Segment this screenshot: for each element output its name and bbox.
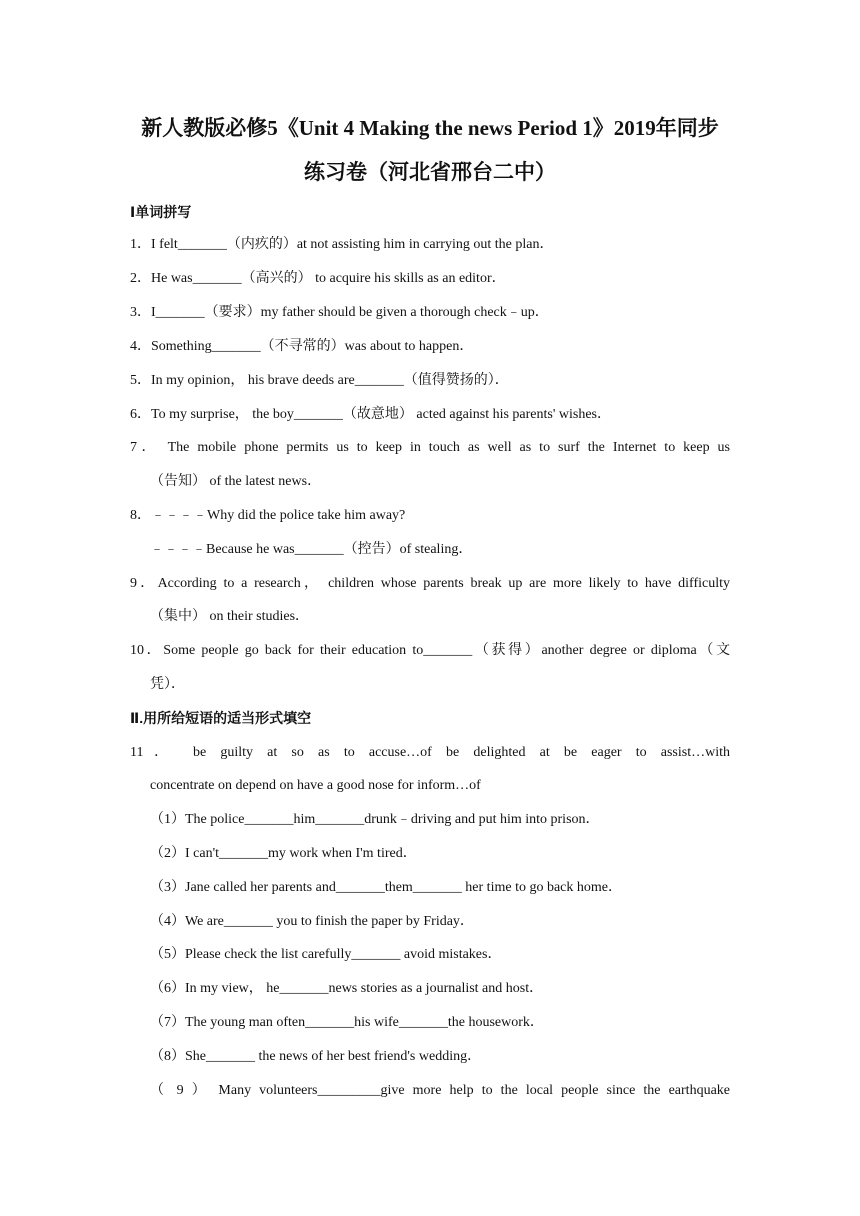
phrase-bank-line: 11． be guilty at so as to accuse…of be delighted at be eager to assist…with — [130, 745, 730, 760]
document-title-line-1: 新人教版必修5《Unit 4 Making the news Period 1》2019年同步 — [141, 116, 719, 140]
question-line: （7）The young man often_______his wife_______the housework． — [150, 1015, 544, 1030]
question-line: （6）In my view， he_______news stories as a journalist and host． — [150, 981, 544, 996]
question-line: （5）Please check the list carefully_______ avoid mistakes． — [150, 947, 502, 962]
question-line: （ 9 ） Many volunteers_________give more help to the local people since the earthquake — [150, 1083, 730, 1098]
question-line: 5．In my opinion， his brave deeds are_______（值得赞扬的）． — [130, 373, 509, 388]
question-line: 10．Some people go back for their education to_______（获得）another degree or diploma（文 — [130, 643, 730, 658]
section-heading-word-spelling: Ⅰ单词拼写 — [130, 204, 192, 220]
question-line: （3）Jane called her parents and_______them_______ her time to go back home． — [150, 880, 622, 895]
question-line: 7． The mobile phone permits us to keep in touch as well as to surf the Internet to keep us — [130, 440, 730, 455]
question-line-continued: ﹣﹣﹣﹣Because he was_______（控告）of stealing． — [150, 542, 473, 557]
question-line: （8）She_______ the news of her best friend's wedding． — [150, 1049, 482, 1064]
document-title-line-2: 练习卷（河北省邢台二中） — [304, 160, 556, 184]
question-line: （4）We are_______ you to finish the paper by Friday． — [150, 914, 474, 929]
question-line-continued: （告知） of the latest news． — [150, 474, 322, 489]
question-line: 1．I felt_______（内疚的）at not assisting him in carrying out the plan． — [130, 237, 554, 252]
phrase-bank-line: concentrate on depend on have a good nose for inform…of — [150, 778, 481, 793]
question-line: （1）The police_______him_______drunk﹣driving and put him into prison． — [150, 812, 600, 827]
question-line: 8．﹣﹣﹣﹣Why did the police take him away? — [130, 508, 406, 523]
question-line: （2）I can't_______my work when I'm tired． — [150, 846, 417, 861]
question-line: 4．Something_______（不寻常的）was about to happen． — [130, 339, 474, 354]
question-line-continued: （集中） on their studies． — [150, 609, 310, 624]
question-line: 3．I_______（要求）my father should be given a thorough check﹣up． — [130, 305, 549, 320]
question-line: 6．To my surprise， the boy_______（故意地） acted against his parents' wishes． — [130, 407, 611, 422]
question-line-continued: 凭）． — [150, 677, 185, 692]
question-line: 9．According to a research， children whose parents break up are more likely to have difficulty — [130, 576, 730, 591]
question-line: 2．He was_______（高兴的） to acquire his skills as an editor． — [130, 271, 506, 286]
section-heading-phrase-fill: Ⅱ.用所给短语的适当形式填空 — [130, 710, 312, 726]
